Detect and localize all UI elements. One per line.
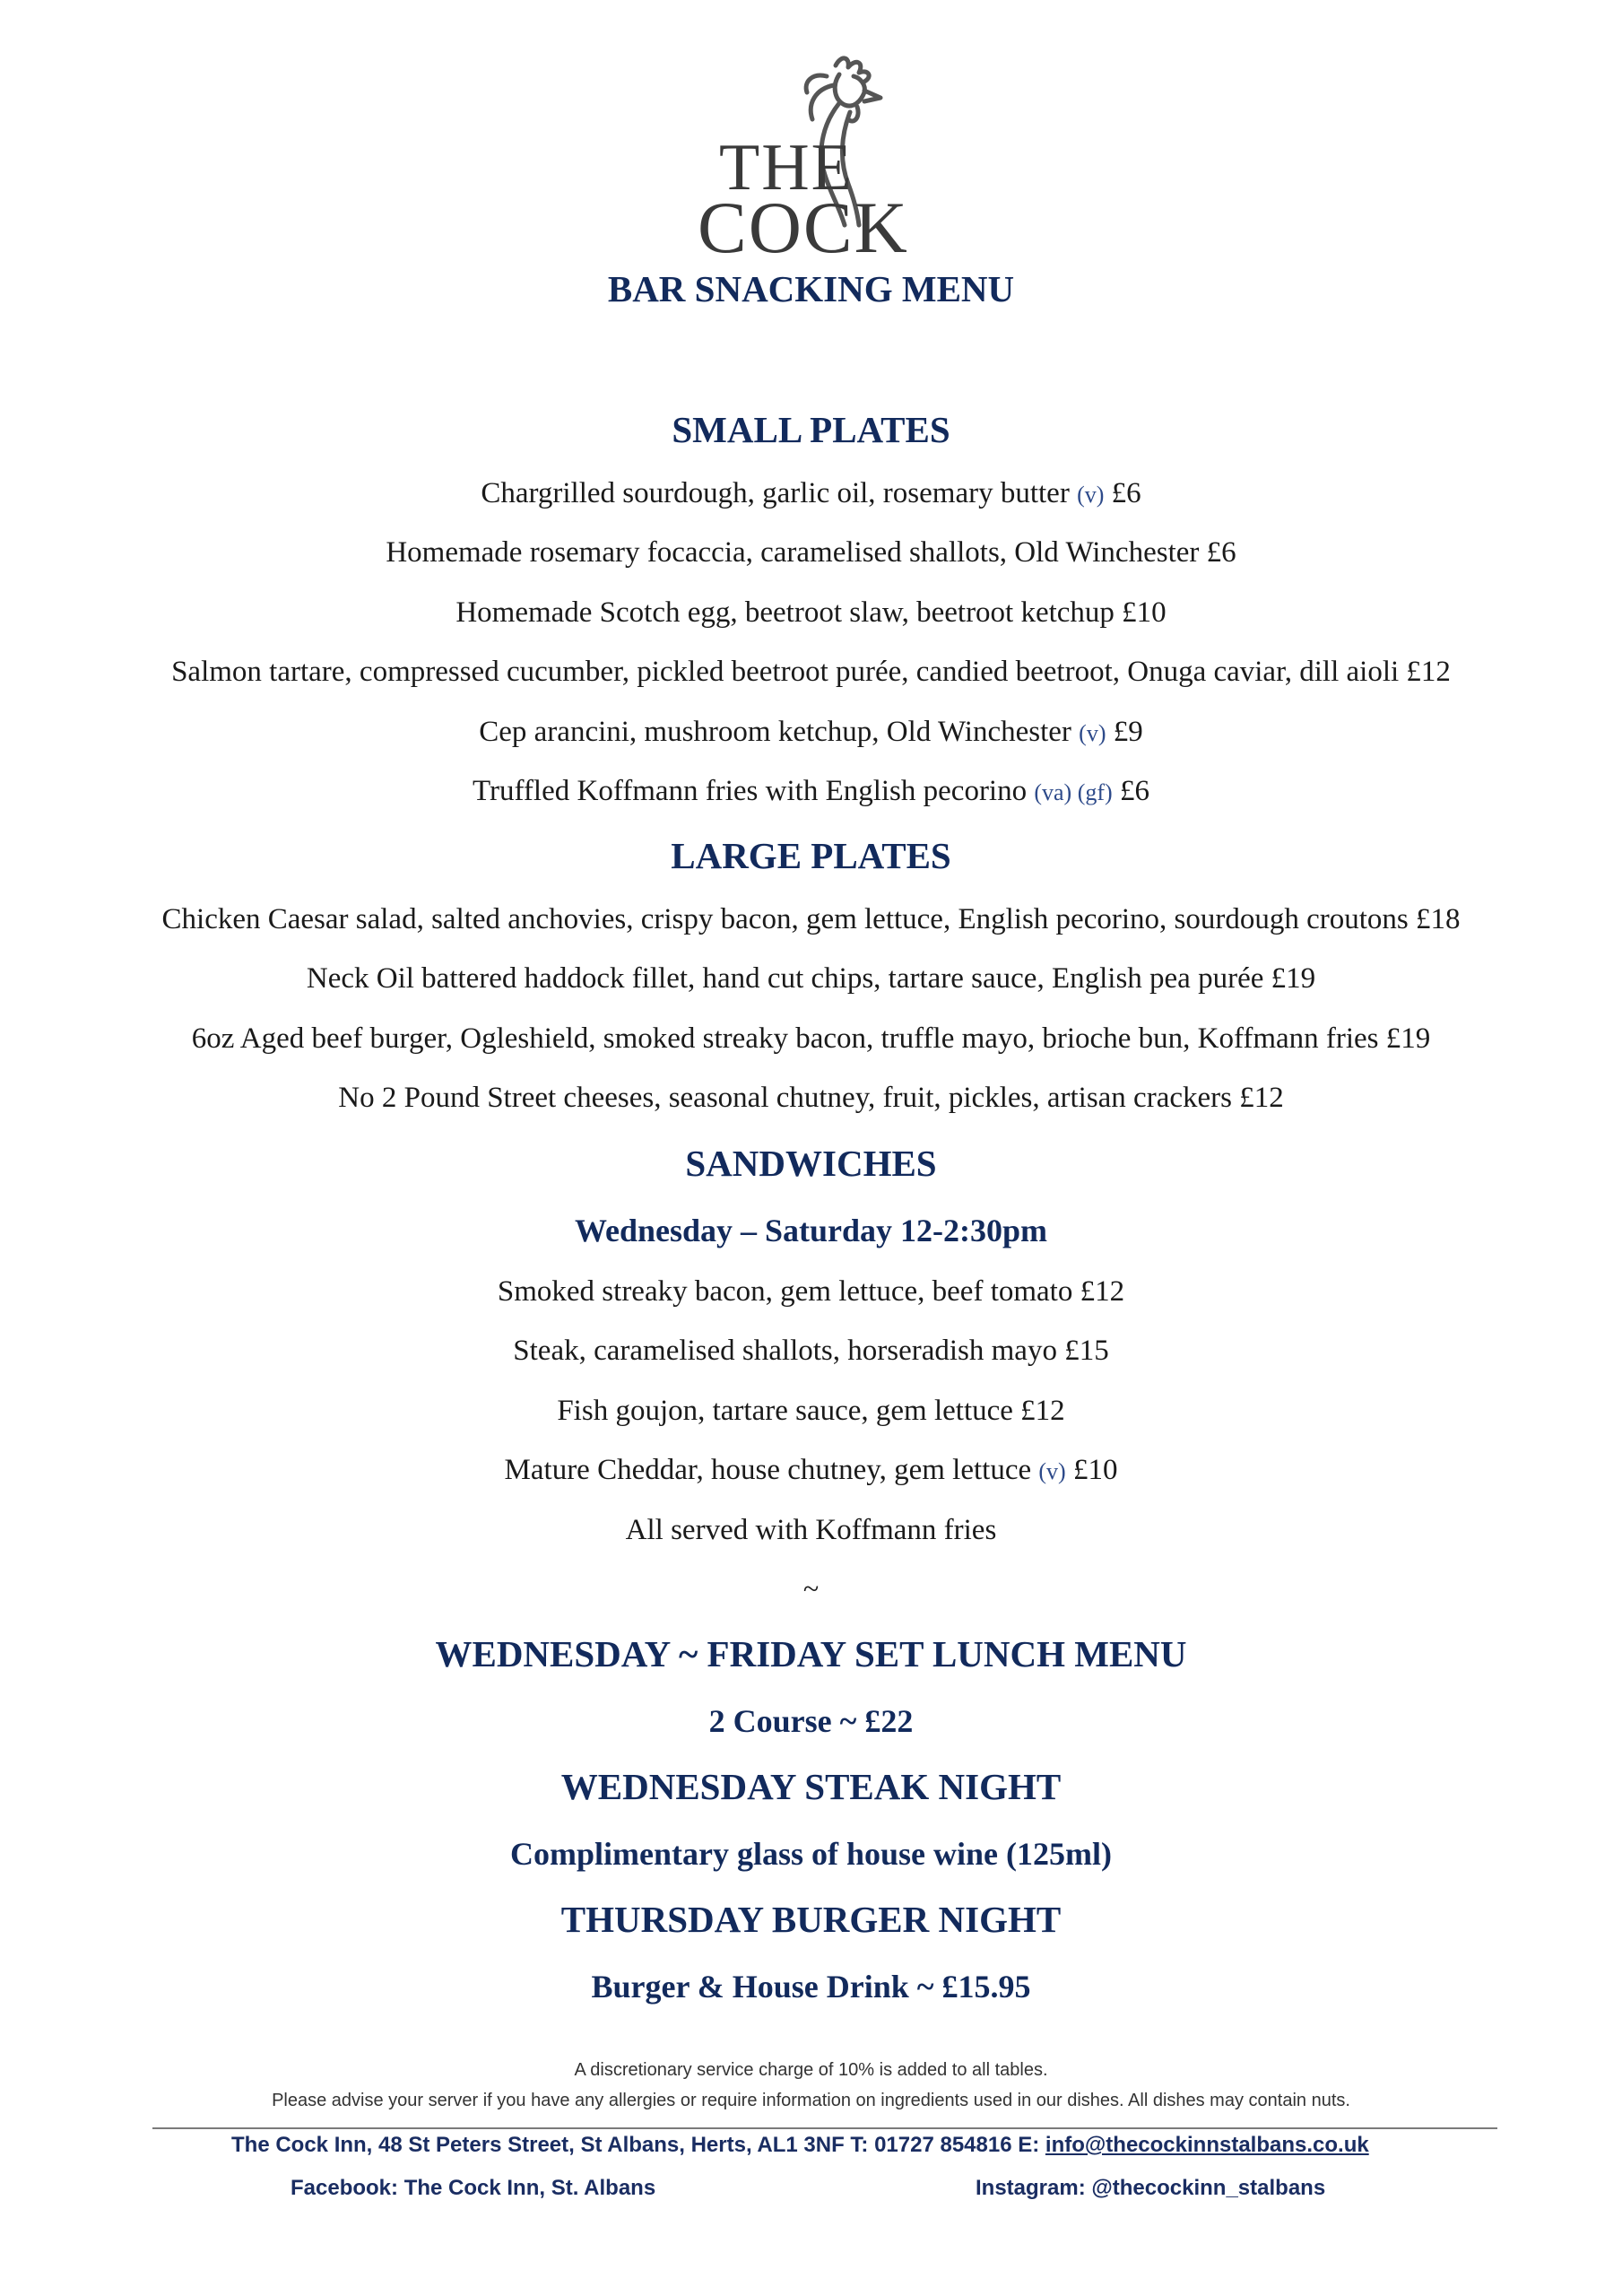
small-plates-heading: SMALL PLATES xyxy=(672,409,950,450)
dietary-tag: (v) xyxy=(1077,482,1105,508)
burger-night-detail: Burger & House Drink ~ £15.95 xyxy=(591,1969,1031,2005)
dietary-tag: (va) (gf) xyxy=(1034,779,1113,805)
steak-night-heading: WEDNESDAY STEAK NIGHT xyxy=(560,1766,1062,1807)
sandwich-item: Fish goujon, tartare sauce, gem lettuce £12 xyxy=(557,1395,1065,1427)
allergy-note: Please advise your server if you have any allergies or require information on ingredients used in our dishes. All dishes may contain nuts. xyxy=(272,2091,1350,2110)
item-price: £6 xyxy=(1111,477,1141,509)
service-charge-note: A discretionary service charge of 10% is added to all tables. xyxy=(574,2060,1048,2080)
sandwich-item: Steak, caramelised shallots, horseradish mayo £15 xyxy=(513,1335,1109,1367)
sandwiches-note: All served with Koffmann fries xyxy=(625,1514,997,1546)
large-plate-item: Chicken Caesar salad, salted anchovies, crispy bacon, gem lettuce, English pecorino, sourdough croutons £18 xyxy=(161,903,1461,935)
burger-night-heading: THURSDAY BURGER NIGHT xyxy=(560,1899,1062,1940)
item-text: Mature Cheddar, house chutney, gem lettuce xyxy=(504,1454,1032,1486)
facebook-link[interactable]: Facebook: The Cock Inn, St. Albans xyxy=(291,2176,656,2200)
sandwich-item: Smoked streaky bacon, gem lettuce, beef tomato £12 xyxy=(497,1275,1125,1308)
email-link[interactable]: info@thecockinnstalbans.co.uk xyxy=(1045,2133,1369,2157)
item-text: Cep arancini, mushroom ketchup, Old Winchester xyxy=(479,716,1071,748)
the-cock-logo xyxy=(681,49,950,268)
small-plate-item: Homemade rosemary focaccia, caramelised shallots, Old Winchester £6 xyxy=(386,536,1236,569)
dietary-tag: (v) xyxy=(1079,720,1106,746)
item-text: Chargrilled sourdough, garlic oil, rosemary butter xyxy=(481,477,1070,509)
sandwiches-heading: SANDWICHES xyxy=(685,1143,937,1184)
address-line xyxy=(231,2133,1369,2158)
item-price: £9 xyxy=(1113,716,1143,748)
small-plate-item: Salmon tartare, compressed cucumber, pickled beetroot purée, candied beetroot, Onuga caviar, dill aioli £12 xyxy=(171,656,1451,688)
menu-title: BAR SNACKING MENU xyxy=(607,268,1015,309)
item-price: £6 xyxy=(1119,775,1149,807)
dietary-tag: (v) xyxy=(1038,1458,1066,1484)
logo-text-the: THE xyxy=(719,131,854,204)
steak-night-detail: Complimentary glass of house wine (125ml) xyxy=(510,1836,1112,1872)
sandwich-item xyxy=(0,1454,1622,1487)
large-plates-heading: LARGE PLATES xyxy=(671,835,951,876)
logo-text-cock: COCK xyxy=(698,187,909,268)
large-plate-item: 6oz Aged beef burger, Ogleshield, smoked streaky bacon, truffle mayo, brioche bun, Koffmann fries £19 xyxy=(191,1022,1431,1055)
large-plate-item: No 2 Pound Street cheeses, seasonal chutney, fruit, pickles, artisan crackers £12 xyxy=(338,1082,1284,1114)
instagram-link[interactable]: Instagram: @thecockinn_stalbans xyxy=(976,2176,1326,2200)
item-price: £10 xyxy=(1072,1454,1118,1486)
set-lunch-detail: 2 Course ~ £22 xyxy=(708,1703,914,1739)
small-plate-item: Homemade Scotch egg, beetroot slaw, beetroot ketchup £10 xyxy=(455,596,1167,629)
set-lunch-heading: WEDNESDAY ~ FRIDAY SET LUNCH MENU xyxy=(435,1633,1187,1674)
section-divider: ~ xyxy=(802,1572,820,1605)
small-plate-item xyxy=(0,716,1622,749)
item-text: Truffled Koffmann fries with English pecorino xyxy=(473,775,1028,807)
small-plate-item xyxy=(0,477,1622,510)
sandwiches-hours: Wednesday – Saturday 12-2:30pm xyxy=(574,1213,1048,1248)
large-plate-item: Neck Oil battered haddock fillet, hand cut chips, tartare sauce, English pea purée £19 xyxy=(306,962,1316,995)
small-plate-item xyxy=(0,775,1622,808)
footer-divider xyxy=(152,2127,1497,2129)
address-text: The Cock Inn, 48 St Peters Street, St Albans, Herts, AL1 3NF T: 01727 854816 E: xyxy=(231,2133,1040,2157)
